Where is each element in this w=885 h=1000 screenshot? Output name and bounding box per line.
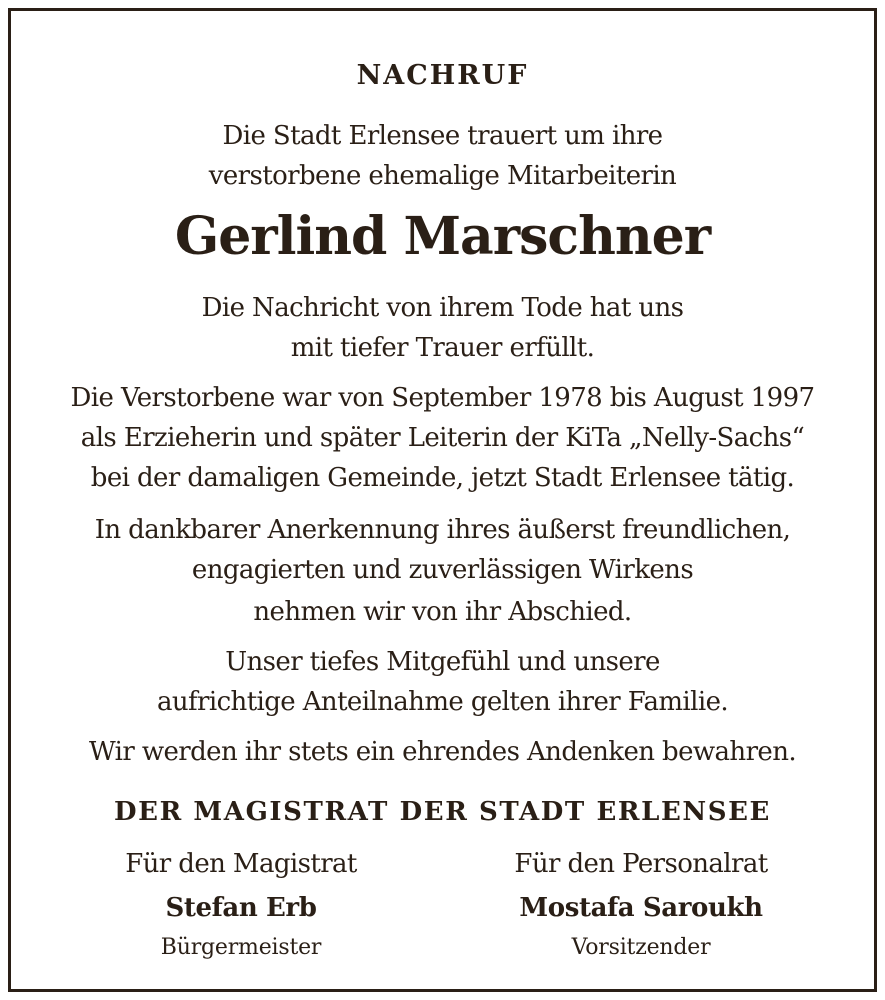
paragraph-line: nehmen wir von ihr Abschied. <box>253 597 632 627</box>
signatory-label: Für den Magistrat <box>125 849 357 879</box>
paragraph-line: Unser tiefes Mitgefühl und unsere <box>225 647 660 677</box>
paragraph-line: bei der damaligen Gemeinde, jetzt Stadt Erlensee tätig. <box>90 463 795 493</box>
paragraph-line: Wir werden ihr stets ein ehrendes Andenken bewahren. <box>88 737 797 767</box>
paragraph-line: aufrichtige Anteilnahme gelten ihrer Familie. <box>156 687 729 717</box>
deceased-name: Gerlind Marschner <box>174 206 711 267</box>
intro-line: verstorbene ehemalige Mitarbeiterin <box>208 161 677 191</box>
signatory-name: Stefan Erb <box>165 893 317 923</box>
paragraph-line: engagierten und zuverlässigen Wirkens <box>191 555 694 585</box>
paragraph-line: In dankbarer Anerkennung ihres äußerst freundlichen, <box>94 515 791 545</box>
intro-line: Die Stadt Erlensee trauert um ihre <box>222 121 663 151</box>
signatory-label: Für den Personalrat <box>514 849 768 879</box>
organization-name: DER MAGISTRAT DER STADT ERLENSEE <box>114 797 771 827</box>
paragraph-line: als Erzieherin und später Leiterin der KiTa „Nelly-Sachs“ <box>80 423 805 453</box>
signatory-name: Mostafa Saroukh <box>519 893 763 923</box>
notice-heading: NACHRUF <box>356 60 529 91</box>
signatory-role: Bürgermeister <box>160 935 322 960</box>
signatory-role: Vorsitzender <box>571 935 711 960</box>
paragraph-line: mit tiefer Trauer erfüllt. <box>290 333 595 363</box>
obituary-notice <box>8 8 877 992</box>
paragraph-line: Die Verstorbene war von September 1978 bis August 1997 <box>70 383 815 413</box>
paragraph-line: Die Nachricht von ihrem Tode hat uns <box>201 293 684 323</box>
